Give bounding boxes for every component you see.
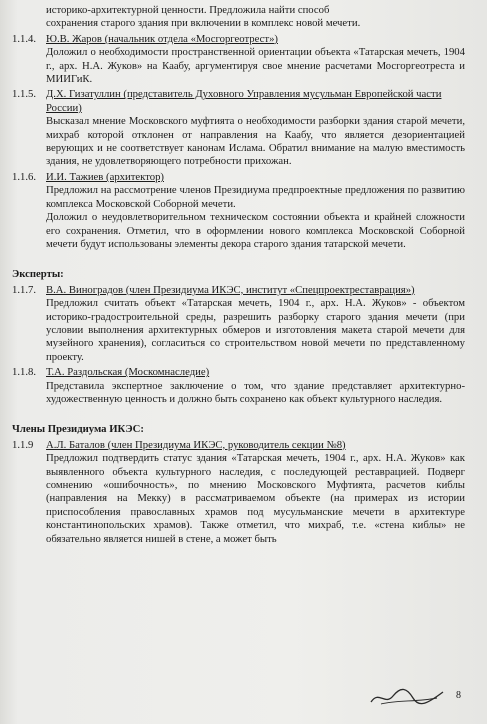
- section-heading-members: Члены Президиума ИКЭС:: [12, 423, 144, 436]
- item-speaker: В.А. Виноградов (член Президиума ИКЭС, институт «Спецпроектреставрация»): [46, 283, 415, 296]
- intro-line-2: сохранения старого здания при включении в комплекс новой мечети.: [46, 17, 361, 30]
- item-1-1-7: [12, 284, 465, 297]
- item-speaker: Т.А. Раздольская (Москомнаследие): [46, 366, 210, 379]
- item-1-1-6: [12, 171, 465, 184]
- item-text: Предложил считать объект «Татарская мечеть, 1904 г., арх. Н.А. Жуков» - объектом историко-градостроительной среды, разрешить разборку старого здания мечети (при условии выполнения архитектурных обмеров и изготовления макета старой мечети для музейного хранения), согласиться со строительством новой мечети по представленному проекту.: [46, 297, 465, 363]
- item-text: Высказал мнение Московского муфтията о необходимости разборки здания старой мечети, михраб которой отклонен от направления на Каабу, что является дезориентацией верующих и не соответствует канонам Ислама. Обратил внимание на малую вместимость здания, не удовлетворяющего потребности прихожан.: [46, 115, 465, 168]
- intro-line-1: историко-архитектурной ценности. Предложила найти способ: [46, 4, 330, 16]
- item-1-1-9: [12, 439, 465, 452]
- handwritten-signature: [367, 684, 447, 710]
- item-text: Предложил на рассмотрение членов Президиума предпроектные предложения по развитию комплекса Московской Соборной мечети.: [46, 184, 465, 210]
- item-text: Представила экспертное заключение о том, что здание представляет архитектурно-художественную ценность и должно быть сохранено как объект культурного наследия.: [46, 379, 465, 405]
- item-1-1-5: [12, 88, 465, 115]
- item-text: Доложил о необходимости пространственной ориентации объекта «Татарская мечеть, 1904 г., арх. Н.А. Жуков» на Каабу, аргументируя свое мнение расчетами Мосгоргеотреста и МИИГиК.: [46, 46, 465, 86]
- item-speaker: И.И. Тажиев (архитектор): [46, 170, 164, 183]
- item-speaker: Д.Х. Гизатуллин (представитель Духовного Управления мусульман Европейской части России): [46, 88, 442, 114]
- item-speaker: Ю.В. Жаров (начальник отдела «Мосгоргеотрест»): [46, 32, 278, 45]
- section-heading-experts: Эксперты:: [12, 268, 64, 281]
- page-number: 8: [456, 689, 461, 701]
- item-text: Предложил подтвердить статус здания «Татарская мечеть, 1904 г., арх. Н.А. Жуков» как выявленного объекта культурного наследия, с последующей реставрацией. Подверг сомнению «ошибочность», по мнению Московского Муфтията, расчетов киблы (направления на Мекку) в рассматриваемом объекте (на примерах из истории приспособления православных храмов под мусульманские мечети в архитектуре константинопольских храмов). Также отметил, что михраб, т.е. «стена киблы» не обязательно является нишей в стене, а может быть: [46, 452, 465, 545]
- item-number: 1.1.9: [12, 438, 34, 451]
- item-number: 1.1.7.: [12, 283, 37, 296]
- item-number: 1.1.4.: [12, 32, 37, 45]
- item-number: 1.1.8.: [12, 366, 37, 379]
- item-1-1-4: [12, 33, 465, 46]
- item-number: 1.1.6.: [12, 170, 37, 183]
- item-text-continued: Доложил о неудовлетворительном техническом состоянии объекта и крайней сложности его сохранения. Отметил, что в оформлении нового комплекса Московской Соборной мечети будут использованы элементы декора старого здания татарской мечети.: [46, 211, 465, 250]
- item-speaker: А.Л. Баталов (член Президиума ИКЭС, руководитель секции №8): [46, 438, 346, 451]
- item-number: 1.1.5.: [12, 88, 37, 101]
- item-1-1-8: [12, 366, 465, 379]
